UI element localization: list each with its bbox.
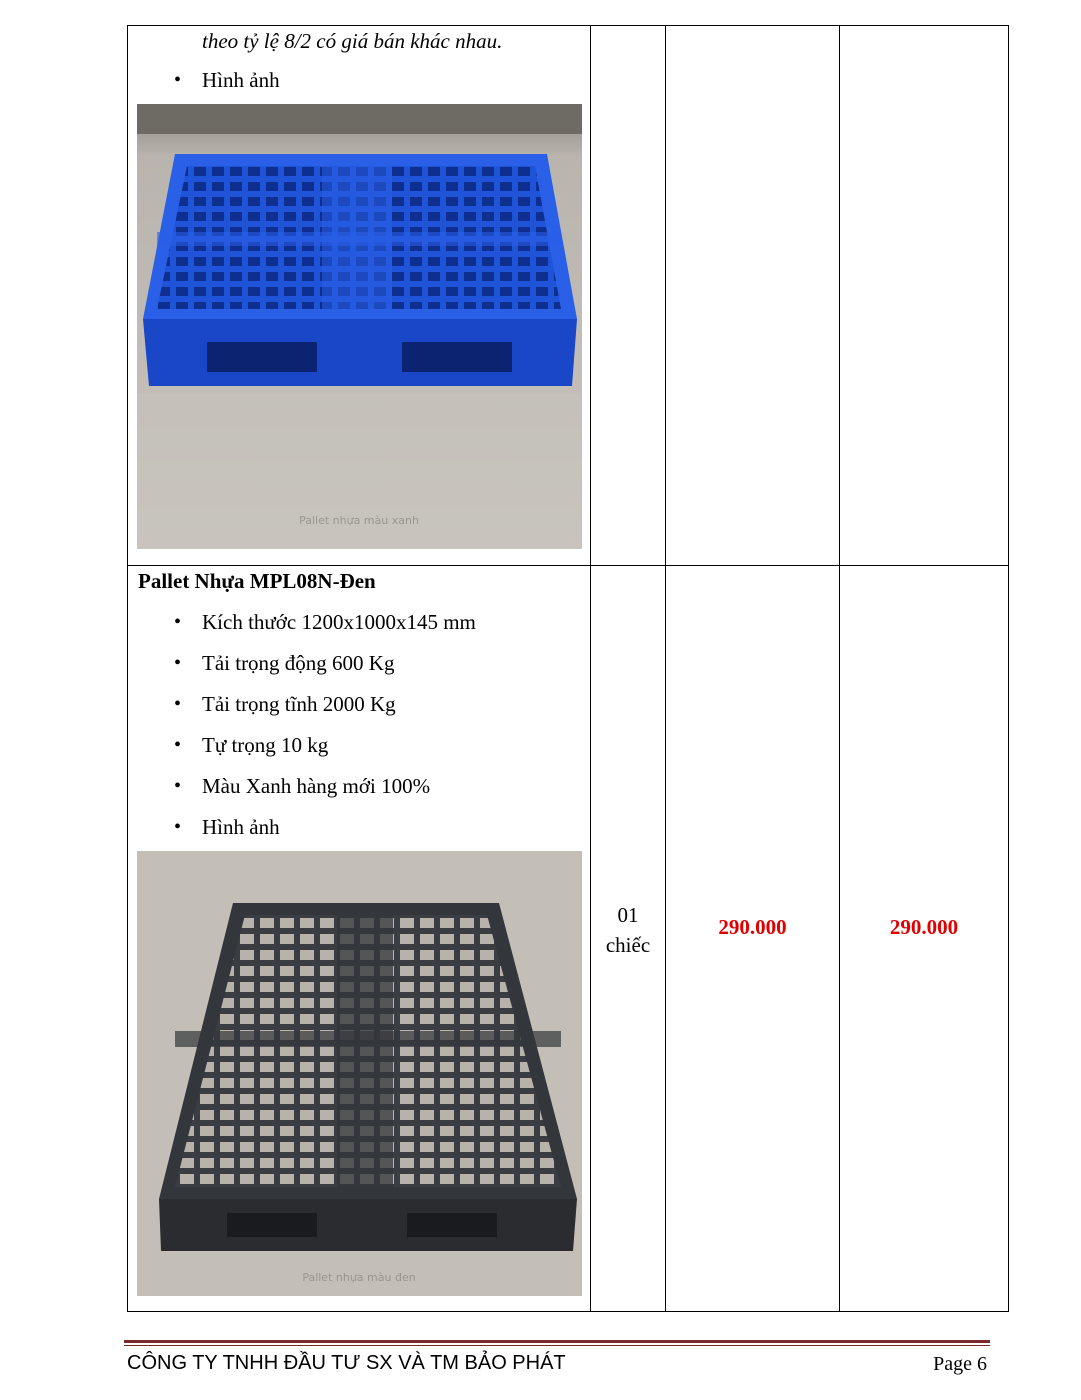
quantity-number: 01 bbox=[617, 902, 639, 927]
quantity-unit: chiếc bbox=[605, 932, 651, 957]
blue-pallet-caption: Pallet nhựa màu xanh bbox=[299, 514, 419, 527]
quantity-cell bbox=[591, 26, 666, 566]
table-row bbox=[128, 26, 1009, 566]
total-price-cell bbox=[840, 26, 1009, 566]
continued-text: theo tỷ lệ 8/2 có giá bán khác nhau. bbox=[202, 29, 503, 53]
footer-company: CÔNG TY TNHH ĐẦU TƯ SX VÀ TM BẢO PHÁT bbox=[127, 1352, 566, 1374]
bullet-image-label: • Hình ảnh bbox=[138, 66, 590, 94]
bullet-weight: • Tự trọng 10 kg bbox=[138, 731, 590, 759]
page-number: Page 6 bbox=[933, 1353, 987, 1375]
total-price-cell bbox=[840, 566, 1009, 1312]
black-pallet-caption: Pallet nhựa màu đen bbox=[302, 1271, 416, 1284]
description-cell bbox=[128, 26, 591, 566]
blue-pallet-photo bbox=[137, 104, 582, 549]
bullet-image-label: • Hình ảnh bbox=[138, 813, 590, 841]
unit-price-cell bbox=[666, 26, 840, 566]
description-cell bbox=[128, 566, 591, 1312]
table-row bbox=[128, 566, 1009, 1312]
footer-rule-thin bbox=[124, 1345, 990, 1346]
quantity-cell bbox=[591, 566, 666, 1312]
product-title: Pallet Nhựa MPL08N-Đen bbox=[138, 569, 376, 593]
bullet-size: • Kích thước 1200x1000x145 mm bbox=[138, 608, 590, 636]
bullet-dynamic-load: • Tải trọng động 600 Kg bbox=[138, 649, 590, 677]
unit-price: 290.000 bbox=[718, 915, 787, 939]
bullet-color: • Màu Xanh hàng mới 100% bbox=[138, 772, 590, 800]
total-price: 290.000 bbox=[889, 915, 959, 939]
bullet-static-load: • Tải trọng tĩnh 2000 Kg bbox=[138, 690, 590, 718]
unit-price-cell bbox=[666, 566, 840, 1312]
product-table bbox=[127, 25, 1009, 1312]
footer-rule bbox=[124, 1340, 990, 1343]
black-pallet-photo bbox=[137, 851, 582, 1296]
